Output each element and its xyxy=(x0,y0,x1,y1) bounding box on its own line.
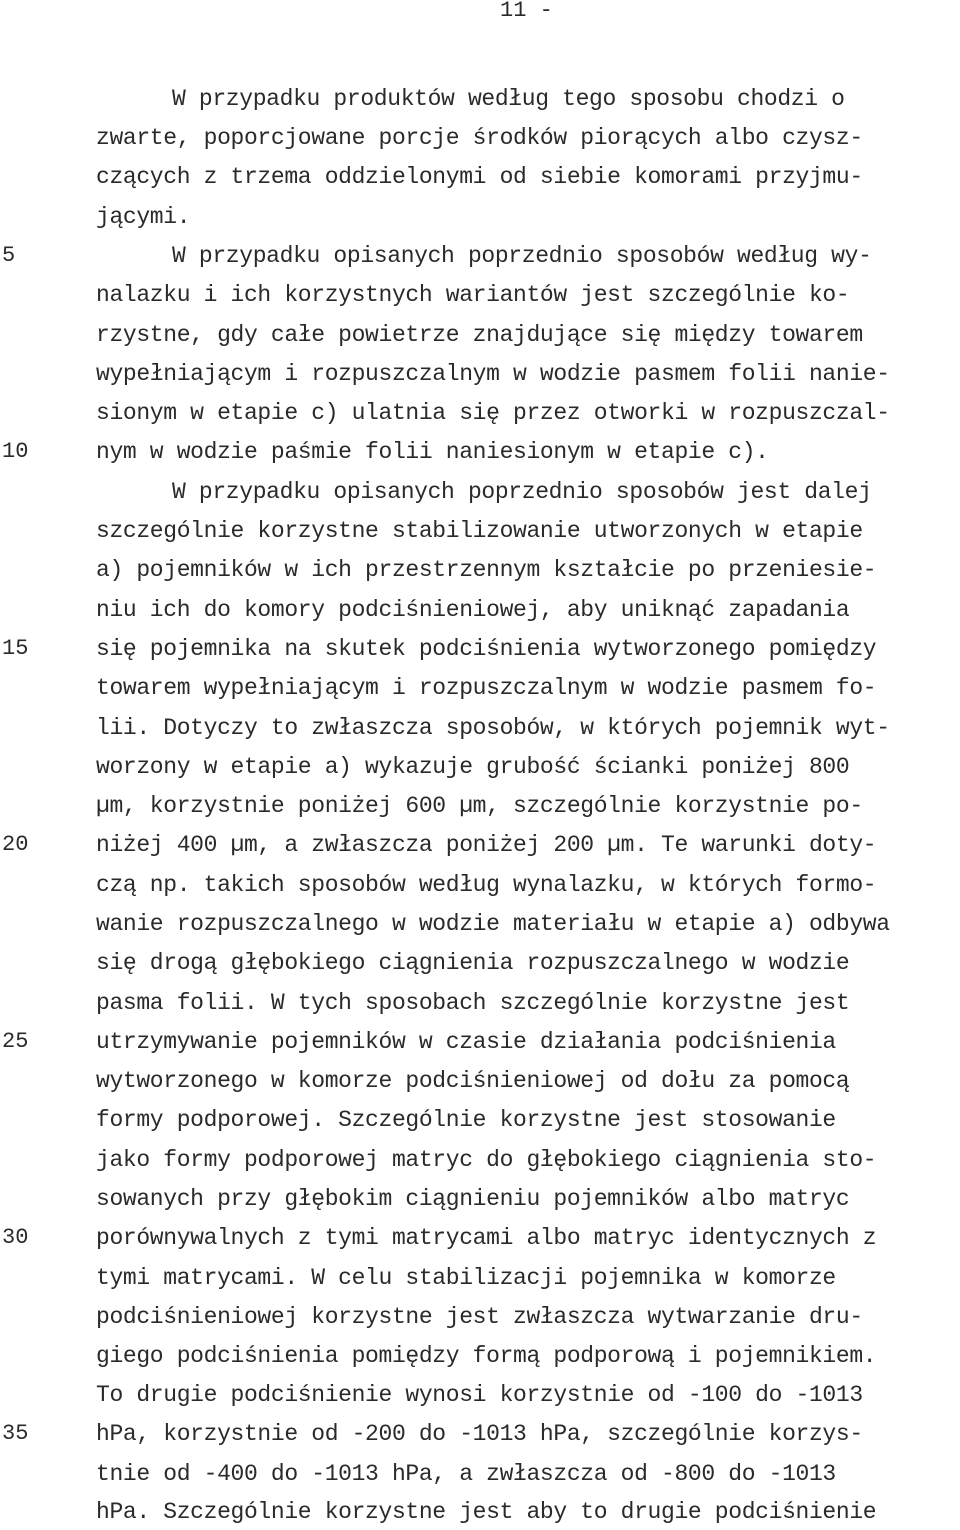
text-line: hPa, korzystnie od -200 do -1013 hPa, szczególnie korzys- xyxy=(96,1421,863,1447)
line-number: 25 xyxy=(2,1029,29,1054)
text-line: czących z trzema oddzielonymi od siebie komorami przyjmu- xyxy=(96,164,863,190)
text-line: tymi matrycami. W celu stabilizacji pojemnika w komorze xyxy=(96,1265,836,1291)
text-line: rzystne, gdy całe powietrze znajdujące się między towarem xyxy=(96,322,863,348)
text-line: worzony w etapie a) wykazuje grubość ścianki poniżej 800 xyxy=(96,754,850,780)
text-line: wypełniającym i rozpuszczalnym w wodzie pasmem folii nanie- xyxy=(96,361,890,387)
text-line: giego podciśnienia pomiędzy formą podporową i pojemnikiem. xyxy=(96,1343,877,1369)
text-line: sowanych przy głębokim ciągnieniu pojemników albo matryc xyxy=(96,1186,850,1212)
text-line: się drogą głębokiego ciągnienia rozpuszczalnego w wodzie xyxy=(96,950,850,976)
text-line: się pojemnika na skutek podciśnienia wytworzonego pomiędzy xyxy=(96,636,877,662)
text-line: niżej 400 µm, a zwłaszcza poniżej 200 µm. Te warunki doty- xyxy=(96,832,877,858)
text-line: W przypadku opisanych poprzednio sposobów jest dalej xyxy=(172,479,872,505)
text-line: czą np. takich sposobów według wynalazku, w których formo- xyxy=(96,872,877,898)
text-line: pasma folii. W tych sposobach szczególnie korzystne jest xyxy=(96,990,850,1016)
text-line: utrzymywanie pojemników w czasie działania podciśnienia xyxy=(96,1029,836,1055)
text-line: jącymi. xyxy=(96,204,191,230)
line-number: 10 xyxy=(2,439,29,464)
line-number: 35 xyxy=(2,1421,29,1446)
text-line: towarem wypełniającym i rozpuszczalnym w wodzie pasmem fo- xyxy=(96,675,877,701)
text-line: sionym w etapie c) ulatnia się przez otworki w rozpuszczal- xyxy=(96,400,890,426)
text-line: hPa. Szczególnie korzystne jest aby to drugie podciśnienie xyxy=(96,1499,877,1525)
text-line: µm, korzystnie poniżej 600 µm, szczególnie korzystnie po- xyxy=(96,793,863,819)
line-number: 15 xyxy=(2,636,29,661)
text-line: nym w wodzie paśmie folii naniesionym w etapie c). xyxy=(96,439,769,465)
text-line: To drugie podciśnienie wynosi korzystnie od -100 do -1013 xyxy=(96,1382,863,1408)
text-line: tnie od -400 do -1013 hPa, a zwłaszcza od -800 do -1013 xyxy=(96,1461,836,1487)
text-line: szczególnie korzystne stabilizowanie utworzonych w etapie xyxy=(96,518,863,544)
line-number: 20 xyxy=(2,832,29,857)
text-line: wanie rozpuszczalnego w wodzie materiału w etapie a) odbywa xyxy=(96,911,890,937)
text-line: podciśnieniowej korzystne jest zwłaszcza wytwarzanie dru- xyxy=(96,1304,863,1330)
text-line: W przypadku opisanych poprzednio sposobów według wy- xyxy=(172,243,872,269)
text-line: formy podporowej. Szczególnie korzystne jest stosowanie xyxy=(96,1107,836,1133)
page-number: 11 - xyxy=(500,0,553,23)
text-line: lii. Dotyczy to zwłaszcza sposobów, w których pojemnik wyt- xyxy=(96,715,890,741)
text-line: jako formy podporowej matryc do głębokiego ciągnienia sto- xyxy=(96,1147,877,1173)
text-line: a) pojemników w ich przestrzennym kształcie po przeniesie- xyxy=(96,557,877,583)
text-line: zwarte, poporcjowane porcje środków piorących albo czysz- xyxy=(96,125,863,151)
text-line: wytworzonego w komorze podciśnieniowej od dołu za pomocą xyxy=(96,1068,850,1094)
text-line: niu ich do komory podciśnieniowej, aby uniknąć zapadania xyxy=(96,597,850,623)
text-line: nalazku i ich korzystnych wariantów jest szczególnie ko- xyxy=(96,282,850,308)
line-number: 30 xyxy=(2,1225,29,1250)
line-number: 5 xyxy=(2,243,16,268)
text-line: porównywalnych z tymi matrycami albo matryc identycznych z xyxy=(96,1225,877,1251)
text-line: W przypadku produktów według tego sposobu chodzi o xyxy=(172,86,845,112)
